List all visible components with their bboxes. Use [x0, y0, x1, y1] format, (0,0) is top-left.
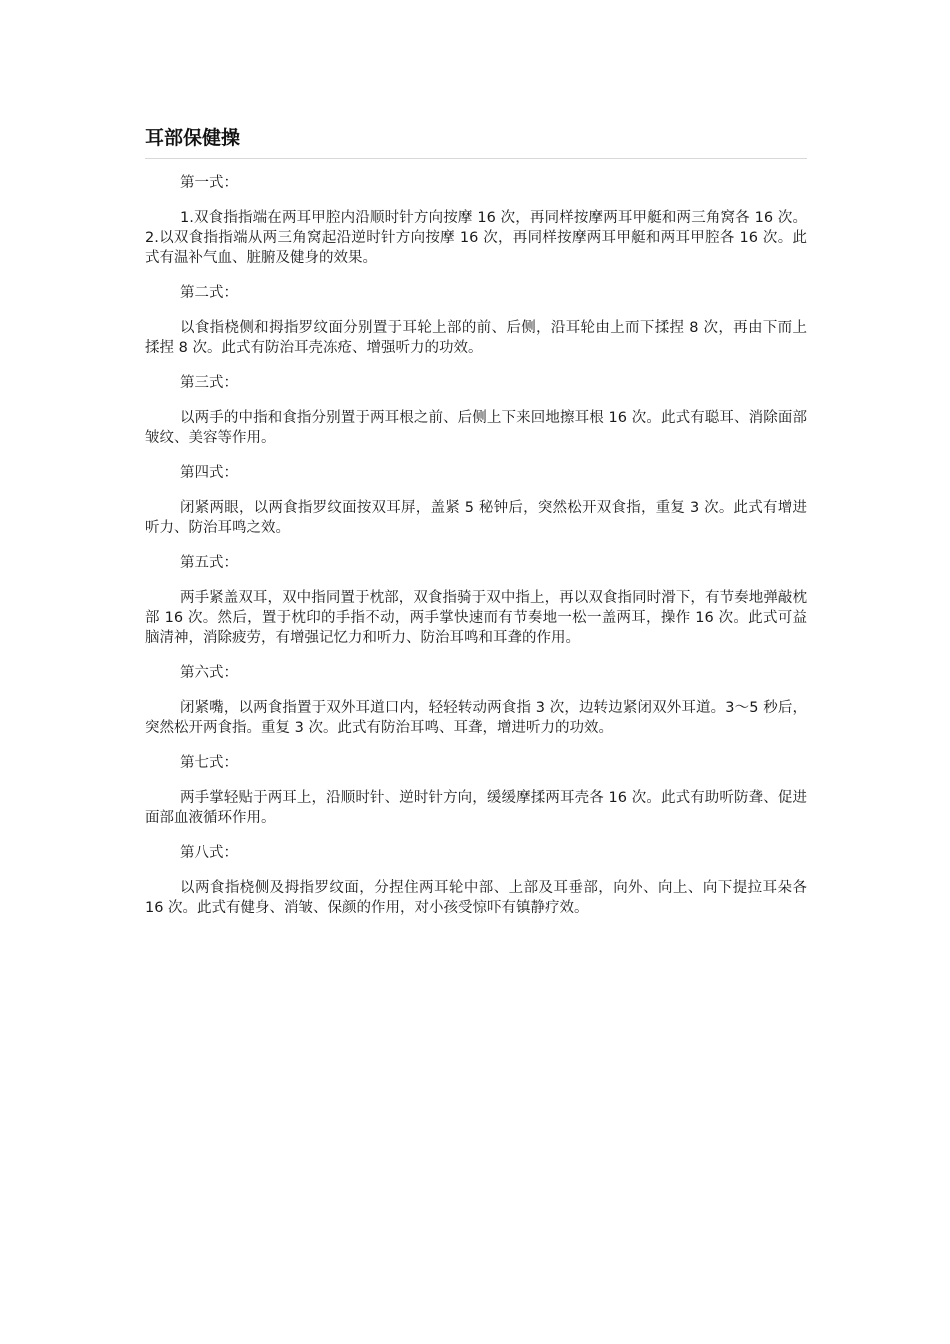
section-paragraph: 以食指桡侧和拇指罗纹面分别置于耳轮上部的前、后侧，沿耳轮由上而下揉捏 8 次，再由下而上揉捏 8 次。此式有防治耳壳冻疮、增强听力的功效。 [145, 320, 807, 356]
section-paragraph: 以两食指桡侧及拇指罗纹面，分捏住两耳轮中部、上部及耳垂部，向外、向上、向下提拉耳朵各 16 次。此式有健身、消皱、保颜的作用，对小孩受惊吓有镇静疗效。 [145, 880, 807, 916]
section-paragraph: 闭紧两眼，以两食指罗纹面按双耳屏，盖紧 5 秘钟后，突然松开双食指，重复 3 次。此式有增进听力、防治耳鸣之效。 [145, 500, 807, 536]
section-heading: 第四式： [180, 465, 238, 481]
section-heading: 第五式： [180, 555, 238, 571]
section-paragraph: 两手掌轻贴于两耳上，沿顺时针、逆时针方向，缓缓摩揉两耳壳各 16 次。此式有助听防聋、促进面部血液循环作用。 [145, 790, 807, 826]
section-heading: 第六式： [180, 665, 238, 681]
document-body [145, 173, 807, 918]
section-paragraph: 闭紧嘴，以两食指置于双外耳道口内，轻轻转动两食指 3 次，边转边紧闭双外耳道。3～5 秒后，突然松开两食指。重复 3 次。此式有防治耳鸣、耳聋，增进听力的功效。 [145, 700, 807, 736]
section-heading: 第七式： [180, 755, 238, 771]
page-title: 耳部保健操 [145, 126, 807, 159]
section-heading: 第三式： [180, 375, 238, 391]
section-paragraph: 1.双食指指端在两耳甲腔内沿顺时针方向按摩 16 次，再同样按摩两耳甲艇和两三角窝各 16 次。2.以双食指指端从两三角窝起沿逆时针方向按摩 16 次，再同样按摩两耳甲艇和两耳甲腔各 16 次。此式有温补气血、脏腑及健身的效果。 [145, 210, 807, 266]
section-paragraph: 两手紧盖双耳，双中指同置于枕部，双食指骑于双中指上，再以双食指同时滑下，有节奏地弹敲枕部 16 次。然后，置于枕印的手指不动，两手掌快速而有节奏地一松一盖两耳，操作 16 次。此式可益脑清神，消除疲劳，有增强记忆力和听力、防治耳鸣和耳聋的作用。 [145, 590, 807, 646]
section-paragraph: 以两手的中指和食指分别置于两耳根之前、后侧上下来回地擦耳根 16 次。此式有聪耳、消除面部皱纹、美容等作用。 [145, 410, 807, 446]
section-heading: 第二式： [180, 285, 238, 301]
section-heading: 第八式： [180, 845, 238, 861]
document-page [145, 126, 807, 933]
section-heading: 第一式： [180, 175, 238, 191]
